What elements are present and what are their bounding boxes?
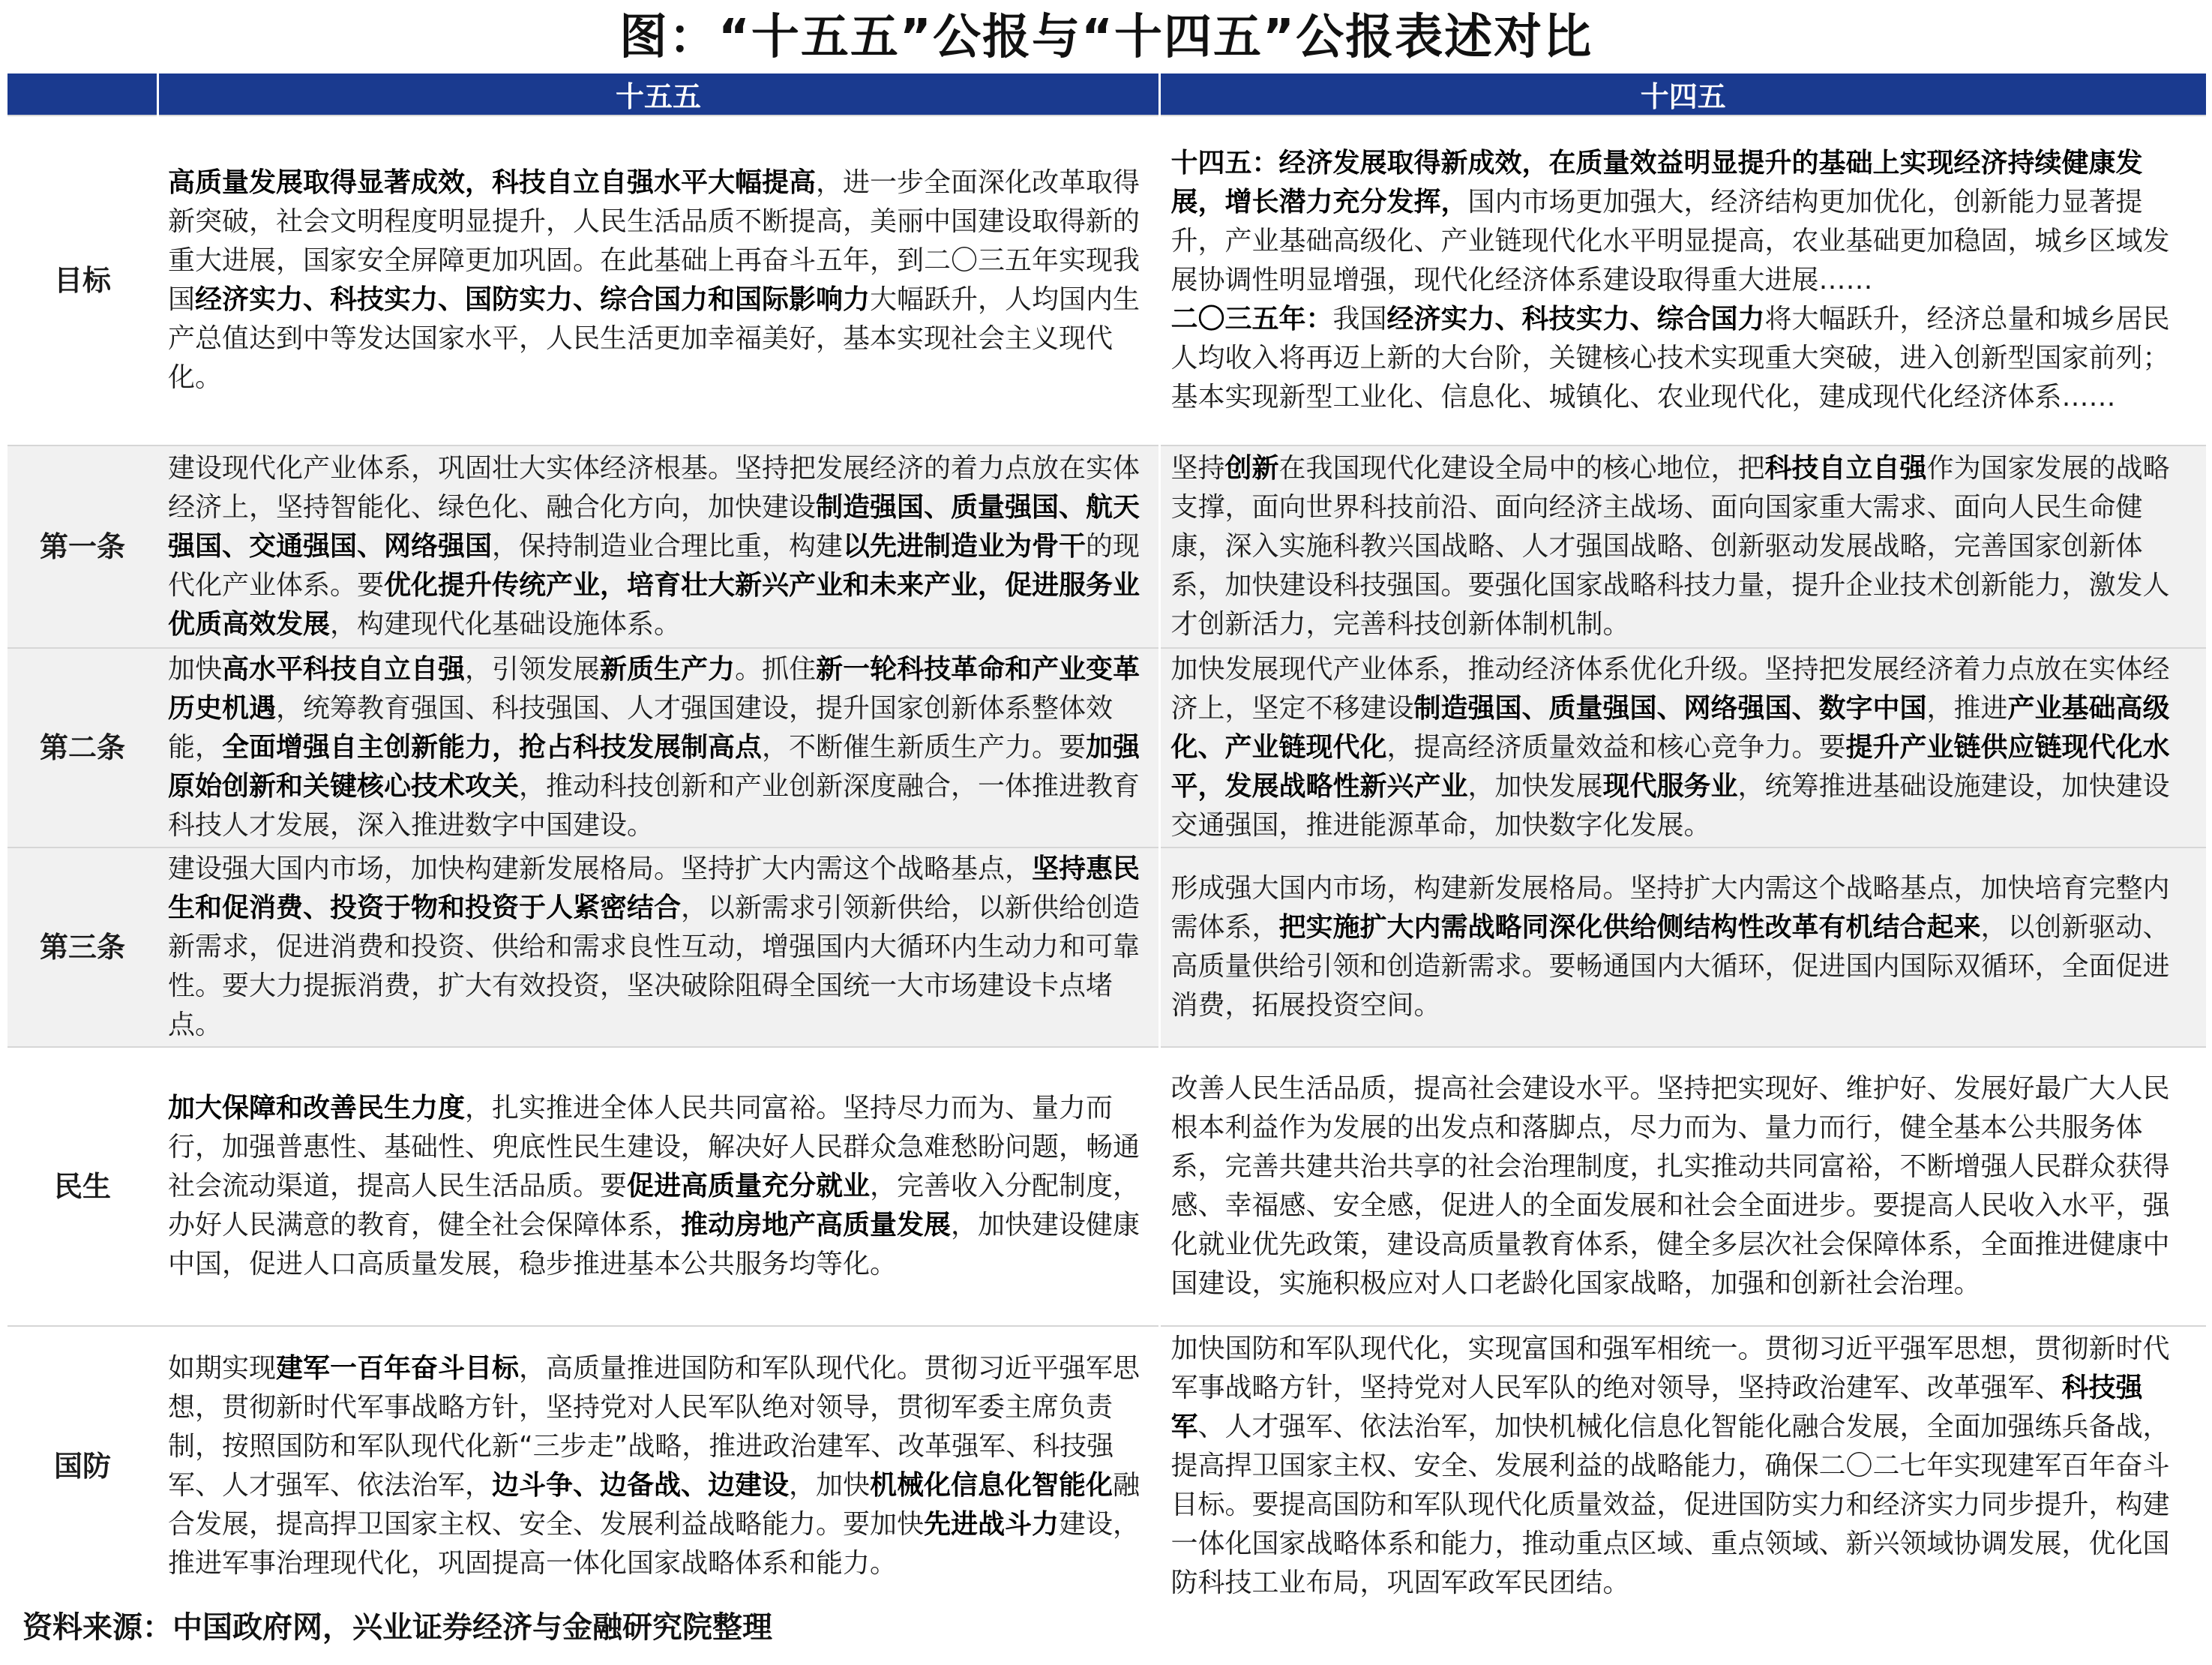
cell-14th-plan — [1159, 648, 2206, 848]
source-note: 资料来源：中国政府网，兴业证券经济与金融研究院整理 — [22, 1610, 772, 1645]
emphasis-text: 边斗争、边备战、边建设 — [492, 1469, 790, 1501]
emphasis-text: 加强原始创新和关键核心技术攻关 — [168, 732, 1140, 802]
emphasis-text: 创新 — [1224, 453, 1279, 484]
cell-14th-plan — [1159, 116, 2206, 446]
cell-14th-plan — [1159, 1326, 2206, 1605]
cell-15th-plan — [157, 446, 1159, 648]
table-row — [7, 848, 2206, 1047]
row-label: 目标 — [7, 116, 157, 446]
cell-15th-plan — [157, 1047, 1159, 1326]
emphasis-text: 科技自立自强 — [1764, 453, 1927, 484]
emphasis-text: 推动房地产高质量发展 — [681, 1210, 952, 1240]
body-text: ，完善收入分配制度，办好人民满意的教育，健全社会保障体系， — [168, 1171, 1140, 1240]
emphasis-text: 高水平科技自立自强 — [222, 654, 466, 685]
row-label: 国防 — [7, 1326, 157, 1605]
body-text: ，加快 — [789, 1469, 871, 1501]
emphasis-text: 十四五：经济发展取得新成效，在质量效益明显提升的基础上实现经济持续健康发展，增长潜力充分发挥， — [1170, 148, 2143, 218]
table-row — [7, 446, 2206, 648]
figure-title: 图：“十五五”公报与“十四五”公报表述对比 — [619, 10, 1593, 65]
table-header-row — [7, 74, 2206, 116]
emphasis-text: 产业基础高级化、产业链现代化 — [1170, 693, 2170, 763]
emphasis-text: 制造强国、质量强国、航天强国、交通强国、网络强国 — [168, 492, 1140, 562]
body-text: 我国 — [1332, 304, 1387, 334]
cell-14th-plan — [1159, 848, 2206, 1047]
body-text: 国内市场更加强大，经济结构更加优化，创新能力显著提升，产业基础高级化、产业链现代化水平明显提高，农业基础更加稳固，城乡区域发展协调性明显增强，现代化经济体系建设取得重大进展…… — [1170, 187, 2170, 296]
body-text: 融合发展，提高捍卫国家主权、安全、发展利益战略能力。要加快 — [168, 1469, 1140, 1540]
body-text: ，推动科技创新和产业创新深度融合，一体推进教育科技人才发展，深入推进数字中国建设。 — [168, 771, 1140, 841]
body-text: ，引领发展 — [465, 654, 601, 685]
body-text: 大幅跃升，人均国内生产总值达到中等发达国家水平，人民生活更加幸福美好，基本实现社会主义现代化。 — [168, 284, 1140, 393]
body-text: 坚持 — [1170, 453, 1225, 484]
body-text: ，保持制造业合理比重，构建 — [492, 531, 844, 562]
body-text: 作为国家发展的战略支撑，面向世界科技前沿、面向经济主战场、面向国家重大需求、面向人民生命健康，深入实施科教兴国战略、人才强国战略、创新驱动发展战略，完善国家创新体系，加快建设科技强国。要强化国家战略科技力量，提升企业技术创新能力，激发人才创新活力，完善科技创新体制机制。 — [1170, 453, 2170, 640]
emphasis-text: 把实施扩大内需战略同深化供给侧结构性改革有机结合起来 — [1278, 912, 1981, 943]
body-text: ，高质量推进国防和军队现代化。贯彻习近平强军思想，贯彻新时代军事战略方针，坚持党对人民军队绝对领导，贯彻军委主席负责制，按照国防和军队现代化新“三步走”战略，推进政治建军、改革强军、科技强军、人才强军、依法治军， — [168, 1352, 1140, 1501]
cell-15th-plan — [157, 1326, 1159, 1605]
cell-15th-plan — [157, 848, 1159, 1047]
table-row — [7, 1047, 2206, 1326]
body-text: ，不断催生新质生产力。要 — [762, 732, 1087, 763]
emphasis-text: 经济实力、科技实力、国防实力、综合国力和国际影响力 — [195, 284, 871, 315]
body-text: ，以创新驱动、高质量供给引领和创造新需求。要畅通国内大循环，促进国内国际双循环，全面促进消费，拓展投资空间。 — [1170, 912, 2170, 1021]
emphasis-text: 加大保障和改善民生力度 — [168, 1093, 466, 1124]
body-text: 。抓住 — [735, 654, 817, 685]
body-text: ，扎实推进全体人民共同富裕。坚持尽力而为、量力而行，加强普惠性、基础性、兜底性民生建设，解决好人民群众急难愁盼问题，畅通社会流动渠道，提高人民生活品质。要 — [168, 1093, 1140, 1202]
body-text: 的现代化产业体系。要 — [168, 531, 1140, 601]
body-text: ，以新需求引领新供给，以新供给创造新需求，促进消费和投资、供给和需求良性互动，增强国内大循环内生动力和可靠性。要大力提振消费，扩大有效投资，坚决破除阻碍全国统一大市场建设卡点堵点。 — [168, 892, 1140, 1040]
table-row — [7, 648, 2206, 848]
emphasis-text: 促进高质量充分就业 — [627, 1171, 871, 1202]
emphasis-text: 二〇三五年： — [1170, 304, 1333, 334]
emphasis-text: 高质量发展取得显著成效，科技自立自强水平大幅提高 — [168, 167, 817, 198]
emphasis-text: 全面增强自主创新能力，抢占科技发展制高点 — [222, 732, 763, 763]
body-text: ，加快发展 — [1467, 771, 1603, 802]
body-text: ，构建现代化基础设施体系。 — [330, 609, 682, 640]
header-14th-plan: 十四五 — [1159, 74, 2206, 116]
cell-14th-plan — [1159, 1047, 2206, 1326]
table-row — [7, 1326, 2206, 1605]
emphasis-text: 新一轮科技革命和产业变革历史机遇 — [168, 654, 1140, 724]
row-label: 民生 — [7, 1047, 157, 1326]
cell-15th-plan — [157, 648, 1159, 848]
body-text: 改善人民生活品质，提高社会建设水平。坚持把实现好、维护好、发展好最广大人民根本利益作为发展的出发点和落脚点，尽力而为、量力而行，健全基本公共服务体系，完善共建共治共享的社会治理制度，扎实推动共同富裕，不断增强人民群众获得感、幸福感、安全感，促进人的全面发展和社会全面进步。要提高人民收入水平，强化就业优先政策，建设高质量教育体系，健全多层次社会保障体系，全面推进健康中国建设，实施积极应对人口老龄化国家战略，加强和创新社会治理。 — [1170, 1073, 2170, 1299]
body-text: ，提高经济质量效益和核心竞争力。要 — [1386, 732, 1846, 763]
body-text: 加快 — [168, 654, 223, 685]
emphasis-text: 新质生产力 — [600, 654, 736, 685]
body-text: 加快发展现代产业体系，推动经济体系优化升级。坚持把发展经济着力点放在实体经济上，坚定不移建设 — [1170, 654, 2170, 724]
table-row — [7, 116, 2206, 446]
body-text: ，进一步全面深化改革取得新突破，社会文明程度明显提升，人民生活品质不断提高，美丽中国建设取得新的重大进展，国家安全屏障更加巩固。在此基础上再奋斗五年，到二〇三五年实现我国 — [168, 167, 1140, 315]
body-text: ，加快建设健康中国，促进人口高质量发展，稳步推进基本公共服务均等化。 — [168, 1210, 1140, 1280]
emphasis-text: 制造强国、质量强国、网络强国、数字中国 — [1413, 693, 1927, 724]
emphasis-text: 优化提升传统产业，培育壮大新兴产业和未来产业，促进服务业优质高效发展 — [168, 570, 1140, 640]
emphasis-text: 坚持惠民生和促消费、投资于物和投资于人紧密结合 — [168, 854, 1140, 923]
cell-14th-plan — [1159, 446, 2206, 648]
body-text: 形成强大国内市场，构建新发展格局。坚持扩大内需这个战略基点，加快培育完整内需体系， — [1170, 873, 2170, 943]
row-label: 第二条 — [7, 648, 157, 848]
emphasis-text: 机械化信息化智能化 — [870, 1469, 1113, 1501]
emphasis-text: 以先进制造业为骨干 — [843, 531, 1087, 562]
cell-15th-plan — [157, 116, 1159, 446]
row-label: 第一条 — [7, 446, 157, 648]
comparison-table — [7, 74, 2206, 1605]
body-text: ，统筹教育强国、科技强国、人才强国建设，提升国家创新体系整体效能， — [168, 693, 1113, 763]
emphasis-text: 建军一百年奋斗目标 — [276, 1352, 520, 1384]
body-text: 在我国现代化建设全局中的核心地位，把 — [1278, 453, 1765, 484]
body-text: 加快国防和军队现代化，实现富国和强军相统一。贯彻习近平强军思想，贯彻新时代军事战略方针，坚持党对人民军队的绝对领导，坚持政治建军、改革强军、 — [1170, 1333, 2170, 1403]
body-text: 建设，推进军事治理现代化，巩固提高一体化国家战略体系和能力。 — [168, 1508, 1140, 1579]
header-15th-plan: 十五五 — [157, 74, 1159, 116]
emphasis-text: 先进战斗力 — [924, 1508, 1060, 1540]
body-text: 将大幅跃升，经济总量和城乡居民人均收入将再迈上新的大台阶，关键核心技术实现重大突破，进入创新型国家前列；基本实现新型工业化、信息化、城镇化、农业现代化，建成现代化经济体系…… — [1170, 304, 2170, 412]
emphasis-text: 现代服务业 — [1602, 771, 1738, 802]
emphasis-text: 经济实力、科技实力、综合国力 — [1386, 304, 1765, 334]
emphasis-text: 提升产业链供应链现代化水平，发展战略性新兴产业 — [1170, 732, 2170, 802]
body-text: ，推进 — [1926, 693, 2008, 724]
body-text: 、人才强军、依法治军，加快机械化信息化智能化融合发展，全面加强练兵备战，提高捍卫国家主权、安全、发展利益的战略能力，确保二〇二七年实现建军百年奋斗目标。要提高国防和军队现代化质量效益，促进国防实力和经济实力同步提升，构建一体化国家战略体系和能力，推动重点区域、重点领域、新兴领域协调发展，优化国防科技工业布局，巩固军政军民团结。 — [1170, 1411, 2170, 1598]
body-text: 建设强大国内市场，加快构建新发展格局。坚持扩大内需这个战略基点， — [168, 854, 1033, 884]
body-text: 建设现代化产业体系，巩固壮大实体经济根基。坚持把发展经济的着力点放在实体经济上，坚持智能化、绿色化、融合化方向，加快建设 — [168, 453, 1140, 523]
row-label: 第三条 — [7, 848, 157, 1047]
header-label-column — [7, 74, 157, 116]
body-text: 如期实现 — [168, 1352, 277, 1384]
emphasis-text: 科技强军 — [1170, 1372, 2143, 1442]
body-text: ，统筹推进基础设施建设，加快建设交通强国，推进能源革命，加快数字化发展。 — [1170, 771, 2170, 841]
